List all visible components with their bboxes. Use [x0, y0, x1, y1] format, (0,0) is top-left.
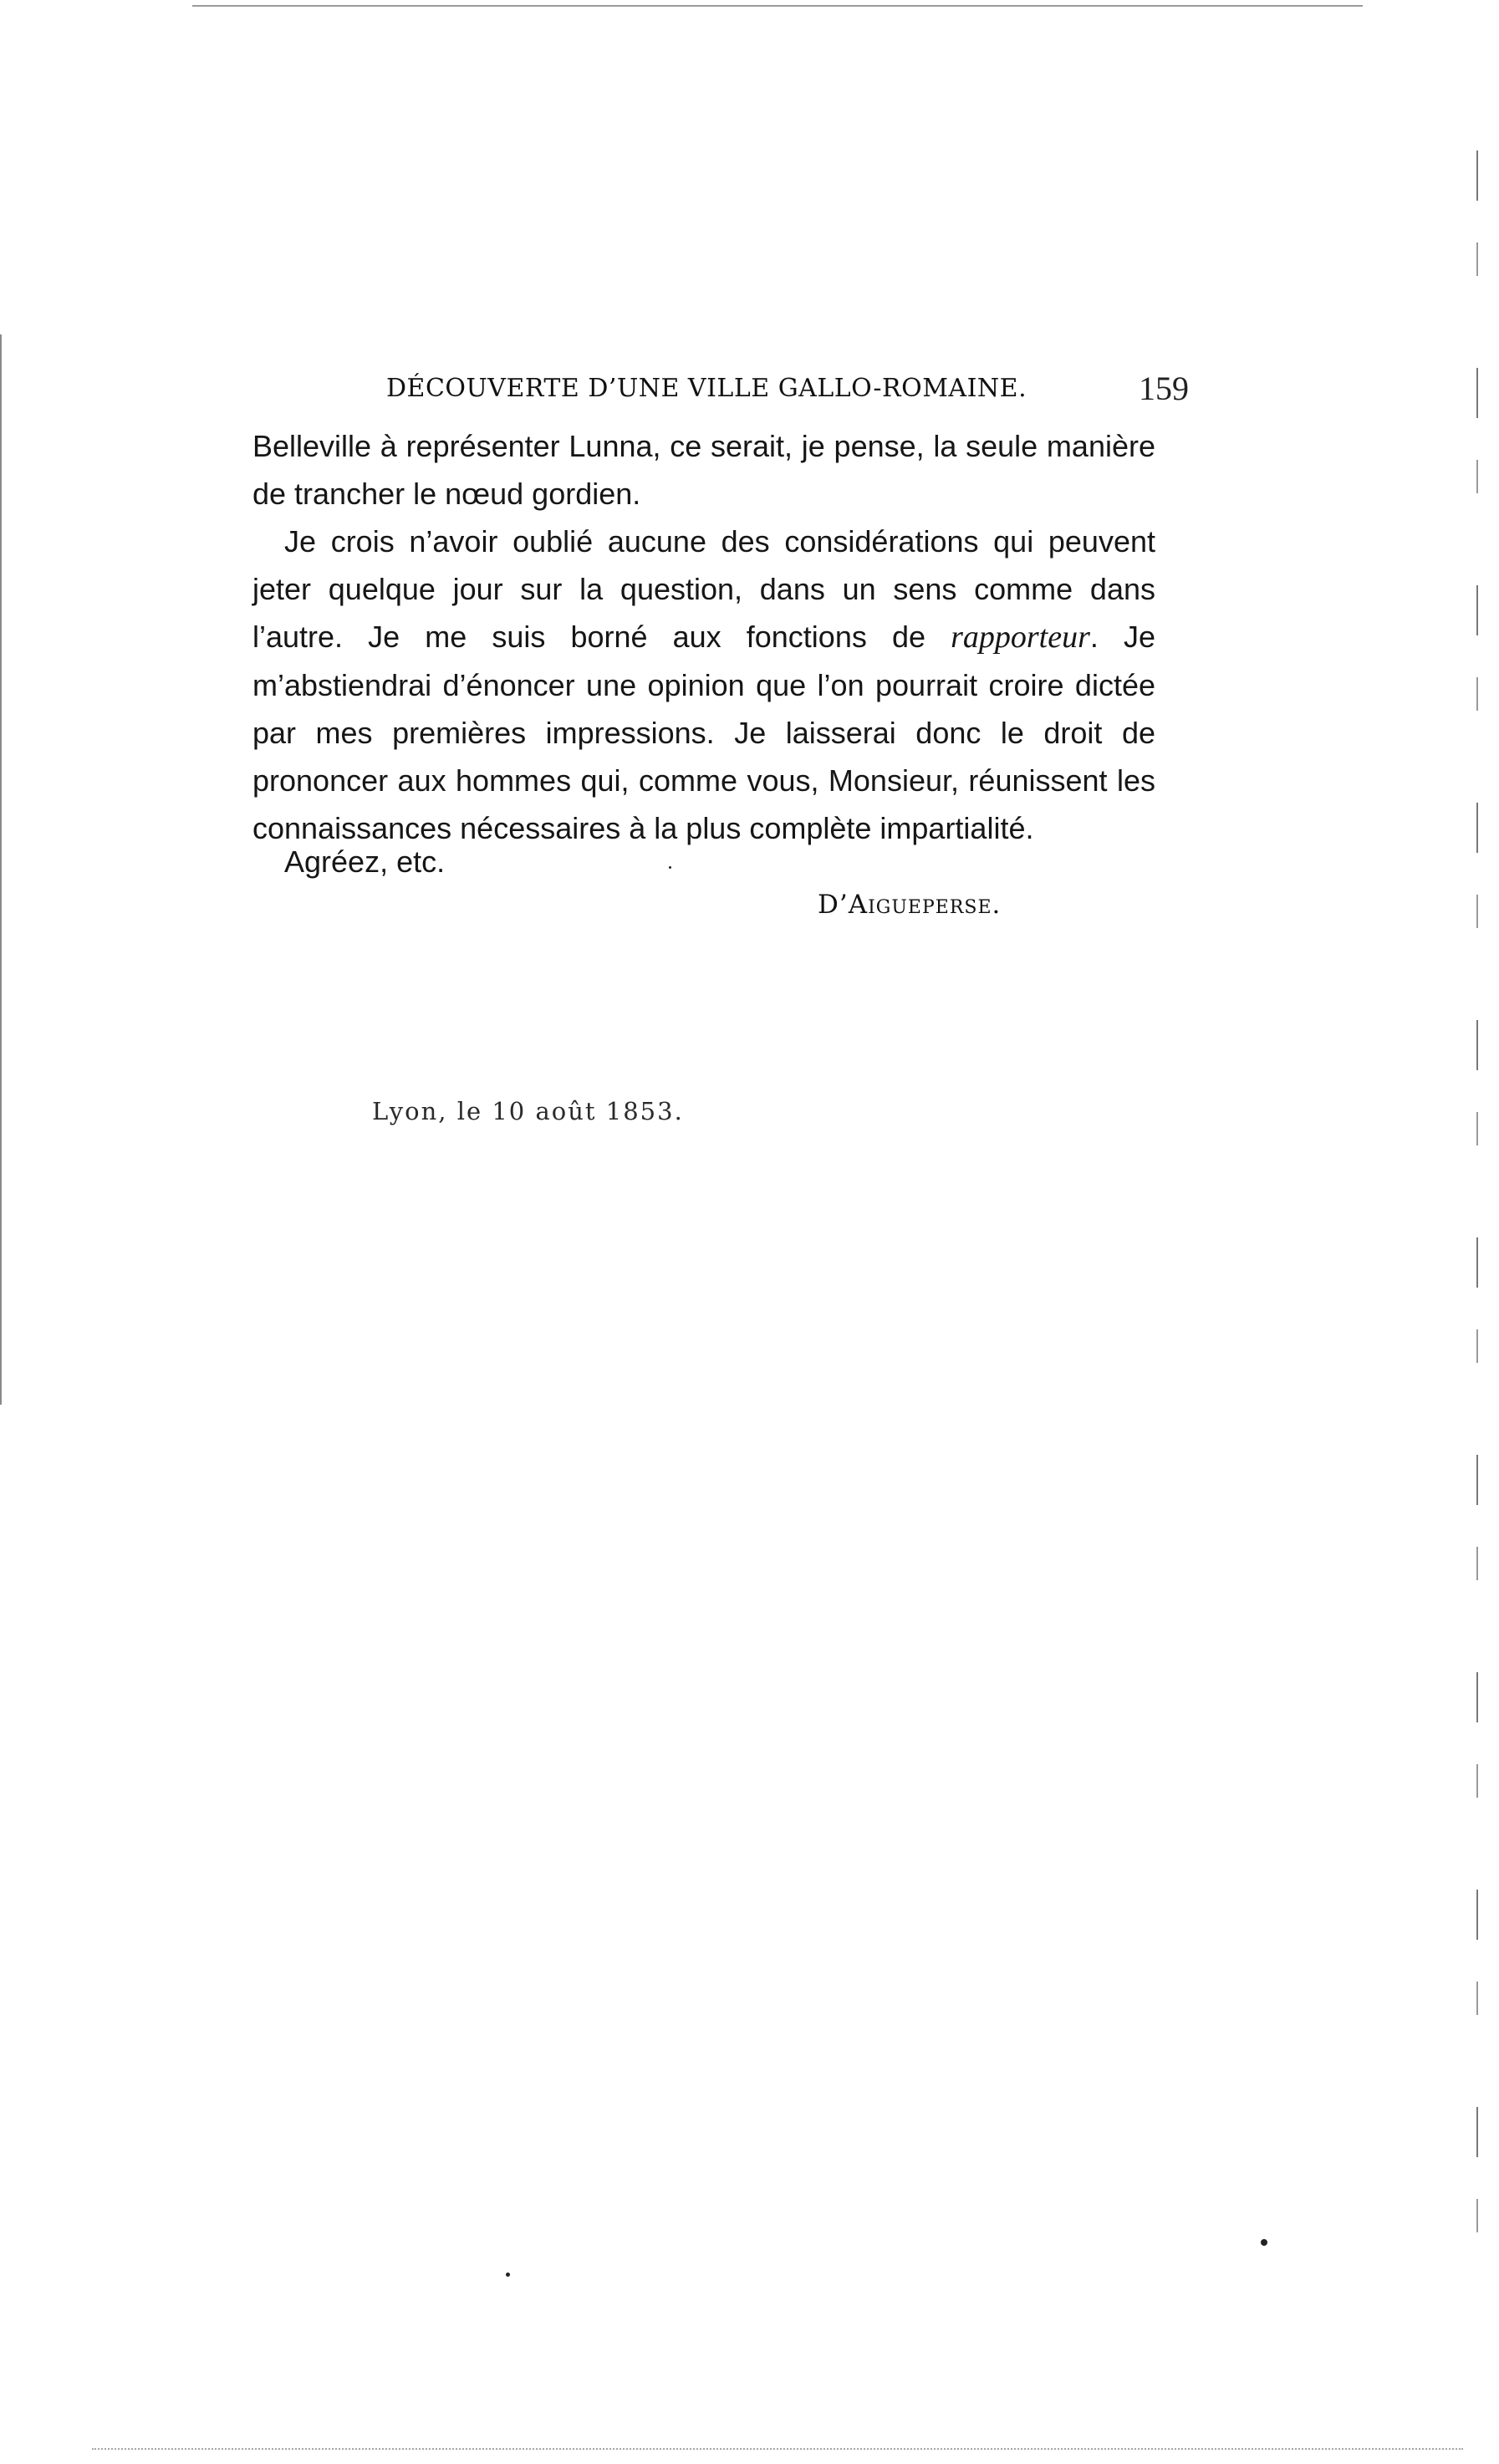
- ink-speck: [669, 866, 671, 869]
- ink-speck: [506, 2273, 510, 2277]
- paragraph-text: . Je m’abstiendrai d’énoncer une opinion que l’on pourrait croire dictée par mes premières impressions. Je laisserai donc le droit de prononcer aux hommes qui, comme vous, Monsieur, réunissent les connaissances nécessaires à la plus complète impartialité.: [252, 620, 1155, 845]
- letter-signature: [818, 890, 1001, 920]
- paragraph-text: Je crois n’avoir oublié aucune des considérations qui peuvent jeter quelque jour sur la question, dans un sens comme dans l’autre. Je me suis borné aux fonctions de: [252, 524, 1155, 654]
- scan-edge-bottom: [92, 2448, 1463, 2450]
- signature-name: D’Aigueperse.: [818, 890, 1002, 920]
- letter-dateline: Lyon, le 10 août 1853.: [372, 1097, 684, 1125]
- running-head: [252, 370, 1189, 416]
- ink-speck: [1261, 2239, 1267, 2246]
- running-head-title: DÉCOUVERTE D’UNE VILLE GALLO-ROMAINE.: [386, 374, 1027, 403]
- letter-closing: Agréez, etc.: [284, 844, 446, 879]
- scan-edge-right: [1476, 150, 1478, 2241]
- paragraph: Belleville à représenter Lunna, ce serait, je pense, la seule manière de trancher le nœud gordien.: [252, 429, 1155, 511]
- body-text: [252, 422, 1155, 852]
- scan-edge-left: [0, 334, 2, 1405]
- paragraph: [252, 518, 1155, 852]
- page-number: 159: [1139, 370, 1189, 407]
- scan-edge-top: [192, 5, 1363, 7]
- italic-term: rapporteur: [951, 620, 1090, 655]
